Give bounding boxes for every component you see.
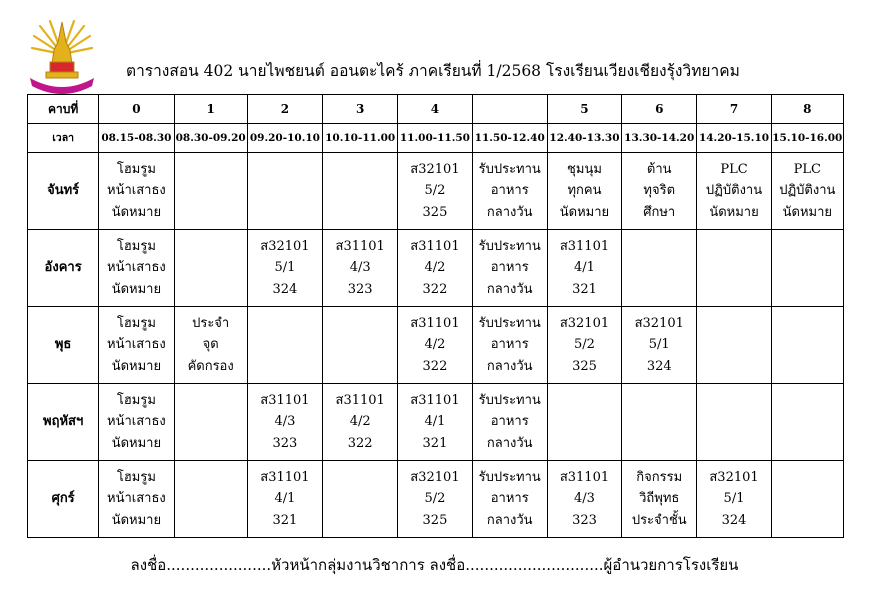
schedule-cell xyxy=(771,384,843,461)
cell-line: นัดหมาย xyxy=(111,358,162,374)
schedule-cell xyxy=(323,461,398,538)
schedule-cell xyxy=(472,153,547,230)
cell-line: 5/2 xyxy=(424,183,446,199)
cell-line: โฮมรูม xyxy=(116,315,156,331)
schedule-cell xyxy=(697,230,771,307)
cell-line: กลางวัน xyxy=(486,358,533,374)
cell-line: รับประทาน xyxy=(478,238,541,254)
day-name: พฤหัสฯ xyxy=(28,384,99,461)
signature-footer: ลงชื่อ......................หัวหน้ากลุ่มงานวิชาการ ลงชื่อ.............................ผู้อำนวยการโรงเรียน xyxy=(130,556,739,574)
cell-line: 322 xyxy=(422,281,448,297)
period-number: 3 xyxy=(323,95,398,124)
cell-line: 4/3 xyxy=(574,491,595,507)
period-number xyxy=(472,95,547,124)
cell-line: ชุมนุม xyxy=(567,161,602,177)
cell-line: รับประทาน xyxy=(478,315,541,331)
cell-line: หน้าเสาธง xyxy=(107,414,166,430)
schedule-cell xyxy=(323,384,398,461)
cell-line: 325 xyxy=(422,512,448,528)
cell-line: โฮมรูม xyxy=(116,469,156,485)
cell-line: อาหาร xyxy=(490,414,529,430)
period-number: 5 xyxy=(547,95,621,124)
schedule-cell xyxy=(247,461,322,538)
time-slot: 11.00-11.50 xyxy=(398,124,472,153)
schedule-cell xyxy=(323,230,398,307)
cell-line: 324 xyxy=(721,512,747,528)
time-slot: 08.30-09.20 xyxy=(174,124,247,153)
schedule-cell xyxy=(398,153,472,230)
cell-line: 323 xyxy=(572,512,597,528)
cell-line: ปฏิบัติงาน xyxy=(705,183,763,199)
cell-line: 321 xyxy=(272,512,298,528)
schedule-cell xyxy=(622,230,697,307)
cell-line: ส32101 xyxy=(260,238,310,254)
time-slot: 12.40-13.30 xyxy=(547,124,621,153)
cell-line: 4/3 xyxy=(274,414,296,430)
cell-line: 4/1 xyxy=(424,414,446,430)
cell-line: หน้าเสาธง xyxy=(107,491,166,507)
cell-line: ประจำ xyxy=(192,315,230,331)
cell-line: ส32101 xyxy=(559,315,610,331)
cell-line: ส31101 xyxy=(559,238,610,254)
cell-line: โฮมรูม xyxy=(116,392,156,408)
cell-line: โฮมรูม xyxy=(116,161,156,177)
schedule-cell xyxy=(247,230,322,307)
cell-line: 321 xyxy=(572,281,597,297)
cell-line: ส32101 xyxy=(709,469,759,485)
cell-line: นัดหมาย xyxy=(111,435,162,451)
schedule-cell xyxy=(247,384,322,461)
cell-line: ส31101 xyxy=(335,238,385,254)
schedule-cell xyxy=(771,461,843,538)
cell-line: โฮมรูม xyxy=(116,238,156,254)
cell-line: 325 xyxy=(572,358,597,374)
cell-line: 5/1 xyxy=(274,260,296,276)
cell-line: ศึกษา xyxy=(643,204,676,220)
cell-line: 323 xyxy=(272,435,298,451)
schedule-cell xyxy=(771,230,843,307)
day-row xyxy=(28,307,844,384)
school-logo xyxy=(26,18,98,96)
cell-line: นัดหมาย xyxy=(111,281,162,297)
day-name: ศุกร์ xyxy=(28,461,99,538)
schedule-cell xyxy=(247,307,322,384)
day-name: อังคาร xyxy=(28,230,99,307)
schedule-cell xyxy=(99,153,174,230)
schedule-cell xyxy=(398,230,472,307)
cell-line: ประจำชั้น xyxy=(631,512,687,528)
cell-line: 323 xyxy=(347,281,373,297)
cell-line: 5/1 xyxy=(648,337,670,353)
logo-stupa-icon xyxy=(52,22,72,64)
schedule-cell xyxy=(697,461,771,538)
schedule-cell xyxy=(547,461,621,538)
cell-line: หน้าเสาธง xyxy=(107,260,166,276)
cell-line: นัดหมาย xyxy=(709,204,759,220)
cell-line: นัดหมาย xyxy=(782,204,833,220)
day-name: จันทร์ xyxy=(28,153,99,230)
schedule-cell xyxy=(622,153,697,230)
time-slot: 14.20-15.10 xyxy=(697,124,771,153)
cell-line: PLC xyxy=(793,161,821,177)
time-header-row xyxy=(28,124,844,153)
schedule-cell xyxy=(547,153,621,230)
period-number: 7 xyxy=(697,95,771,124)
cell-line: นัดหมาย xyxy=(559,204,610,220)
period-label: คาบที่ xyxy=(28,95,99,124)
cell-line: อาหาร xyxy=(490,260,529,276)
cell-line: ทุจริต xyxy=(643,183,676,199)
schedule-cell xyxy=(247,153,322,230)
day-row xyxy=(28,153,844,230)
time-slot: 11.50-12.40 xyxy=(472,124,547,153)
cell-line: 322 xyxy=(347,435,373,451)
cell-line: 5/2 xyxy=(424,491,446,507)
schedule-cell xyxy=(99,230,174,307)
logo-ribbon-icon xyxy=(30,78,94,94)
cell-line: รับประทาน xyxy=(478,392,541,408)
schedule-cell xyxy=(622,461,697,538)
schedule-cell xyxy=(174,307,247,384)
schedule-cell xyxy=(323,307,398,384)
day-row xyxy=(28,230,844,307)
cell-line: 321 xyxy=(422,435,448,451)
schedule-cell xyxy=(398,307,472,384)
schedule-cell xyxy=(547,230,621,307)
schedule-cell xyxy=(547,384,621,461)
cell-line: คัดกรอง xyxy=(187,358,234,374)
schedule-cell xyxy=(174,153,247,230)
cell-line: กลางวัน xyxy=(486,435,533,451)
cell-line: ส31101 xyxy=(410,315,460,331)
cell-line: 4/3 xyxy=(349,260,371,276)
schedule-cell xyxy=(697,307,771,384)
schedule-cell xyxy=(697,384,771,461)
cell-line: ส31101 xyxy=(559,469,610,485)
cell-line: กลางวัน xyxy=(486,281,533,297)
cell-line: นัดหมาย xyxy=(111,512,162,528)
schedule-cell xyxy=(99,461,174,538)
timetable xyxy=(27,94,844,538)
schedule-cell xyxy=(174,384,247,461)
period-number: 6 xyxy=(622,95,697,124)
time-slot: 09.20-10.10 xyxy=(247,124,322,153)
cell-line: ส31101 xyxy=(335,392,385,408)
cell-line: อาหาร xyxy=(490,337,529,353)
cell-line: ส32101 xyxy=(634,315,684,331)
schedule-cell xyxy=(697,153,771,230)
schedule-cell xyxy=(398,461,472,538)
cell-line: ส31101 xyxy=(260,392,310,408)
period-header-row xyxy=(28,95,844,124)
cell-line: 4/2 xyxy=(349,414,371,430)
cell-line: นัดหมาย xyxy=(111,204,162,220)
time-slot: 13.30-14.20 xyxy=(622,124,697,153)
cell-line: 322 xyxy=(422,358,448,374)
cell-line: หน้าเสาธง xyxy=(107,183,166,199)
cell-line: ส31101 xyxy=(260,469,310,485)
schedule-cell xyxy=(547,307,621,384)
cell-line: ต้าน xyxy=(646,161,672,177)
schedule-cell xyxy=(323,153,398,230)
period-number: 0 xyxy=(99,95,174,124)
period-number: 8 xyxy=(771,95,843,124)
cell-line: อาหาร xyxy=(490,183,529,199)
cell-line: 5/1 xyxy=(723,491,745,507)
cell-line: จุด xyxy=(202,337,219,353)
cell-line: อาหาร xyxy=(490,491,529,507)
cell-line: รับประทาน xyxy=(478,469,541,485)
cell-line: 4/1 xyxy=(574,260,595,276)
cell-line: กลางวัน xyxy=(486,512,533,528)
cell-line: 324 xyxy=(646,358,672,374)
cell-line: ส32101 xyxy=(410,469,460,485)
cell-line: ปฏิบัติงาน xyxy=(779,183,836,199)
schedule-cell xyxy=(622,384,697,461)
day-name: พุธ xyxy=(28,307,99,384)
cell-line: วิถีพุทธ xyxy=(639,491,680,507)
schedule-cell xyxy=(472,307,547,384)
cell-line: 5/2 xyxy=(574,337,595,353)
schedule-cell xyxy=(771,307,843,384)
cell-line: รับประทาน xyxy=(478,161,541,177)
schedule-cell xyxy=(174,461,247,538)
cell-line: ส31101 xyxy=(410,238,460,254)
schedule-cell xyxy=(174,230,247,307)
cell-line: 4/2 xyxy=(424,337,446,353)
period-number: 4 xyxy=(398,95,472,124)
cell-line: PLC xyxy=(720,161,748,177)
cell-line: 4/2 xyxy=(424,260,446,276)
schedule-cell xyxy=(771,153,843,230)
cell-line: กลางวัน xyxy=(486,204,533,220)
schedule-cell xyxy=(398,384,472,461)
day-row xyxy=(28,384,844,461)
cell-line: ส32101 xyxy=(410,161,460,177)
schedule-cell xyxy=(99,384,174,461)
period-number: 1 xyxy=(174,95,247,124)
page-title: ตารางสอน 402 นายไพชยนต์ ออนตะไคร้ ภาคเรียนที่ 1/2568 โรงเรียนเวียงเชียงรุ้งวิทยาคม xyxy=(126,62,740,80)
cell-line: ทุกคน xyxy=(567,183,602,199)
time-slot: 08.15-08.30 xyxy=(99,124,174,153)
cell-line: ส31101 xyxy=(410,392,460,408)
cell-line: 324 xyxy=(272,281,298,297)
schedule-cell xyxy=(472,384,547,461)
time-label: เวลา xyxy=(28,124,99,153)
time-slot: 15.10-16.00 xyxy=(771,124,843,153)
cell-line: หน้าเสาธง xyxy=(107,337,166,353)
period-number: 2 xyxy=(247,95,322,124)
schedule-cell xyxy=(472,461,547,538)
schedule-cell xyxy=(472,230,547,307)
schedule-cell xyxy=(99,307,174,384)
cell-line: 325 xyxy=(422,204,448,220)
time-slot: 10.10-11.00 xyxy=(323,124,398,153)
schedule-cell xyxy=(622,307,697,384)
cell-line: 4/1 xyxy=(274,491,296,507)
cell-line: กิจกรรม xyxy=(636,469,683,485)
day-row xyxy=(28,461,844,538)
